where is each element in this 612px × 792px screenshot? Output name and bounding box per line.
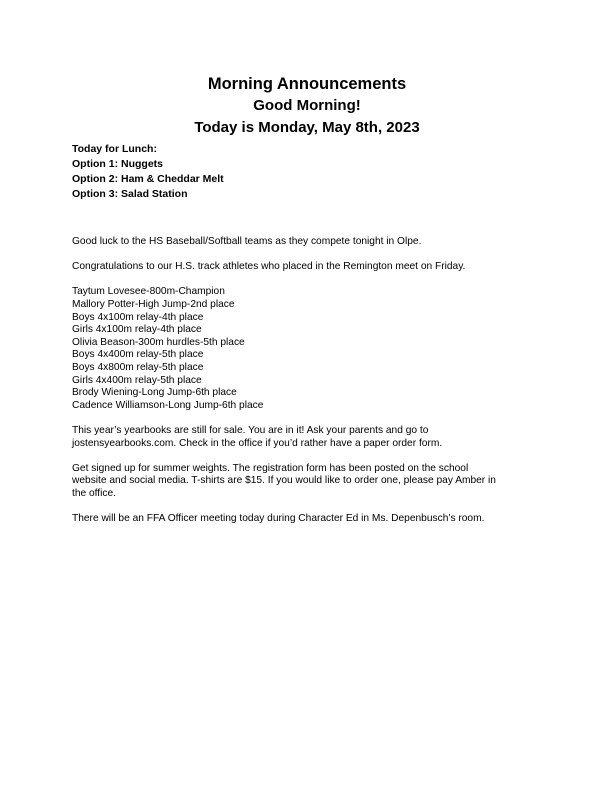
lunch-option-2: Option 2: Ham & Cheddar Melt (72, 173, 224, 185)
track-intro: Congratulations to our H.S. track athletes who placed in the Remington meet on Friday. (72, 261, 466, 273)
greeting: Good Morning! (253, 97, 361, 114)
yearbook-announcement (72, 425, 542, 450)
track-result: Cadence Williamson-Long Jump-6th place (72, 399, 264, 411)
lunch-menu (72, 142, 542, 202)
announcement-document (72, 74, 542, 526)
weights-line: Get signed up for summer weights. The registration form has been posted on the school (72, 462, 469, 474)
yearbook-line: This year’s yearbooks are still for sale. You are in it! Ask your parents and go to (72, 424, 429, 436)
track-result: Olivia Beason-300m hurdles-5th place (72, 336, 245, 348)
track-result: Mallory Potter-High Jump-2nd place (72, 298, 235, 310)
track-result: Boys 4x800m relay-5th place (72, 361, 204, 373)
weights-line: the office. (72, 487, 116, 499)
track-result: Girls 4x400m relay-5th place (72, 374, 202, 386)
lunch-option-3: Option 3: Salad Station (72, 188, 188, 200)
track-result: Girls 4x100m relay-4th place (72, 324, 202, 336)
announcements-body (72, 236, 542, 526)
weights-line: website and social media. T-shirts are $15. If you would like to order one, please pay Amber in (72, 475, 496, 487)
track-result: Boys 4x400m relay-5th place (72, 349, 204, 361)
baseball-announcement: Good luck to the HS Baseball/Softball teams as they compete tonight in Olpe. (72, 236, 422, 247)
track-result: Boys 4x100m relay-4th place (72, 311, 204, 323)
date-line: Today is Monday, May 8th, 2023 (194, 119, 420, 136)
lunch-heading: Today for Lunch: (72, 143, 157, 155)
track-result: Taytum Lovesee-800m-Champion (72, 286, 225, 298)
track-results-list (72, 286, 542, 412)
ffa-announcement: There will be an FFA Officer meeting today during Character Ed in Ms. Depenbusch’s room. (72, 513, 485, 525)
track-result: Brody Wiening-Long Jump-6th place (72, 387, 237, 399)
document-title: Morning Announcements (207, 75, 407, 93)
yearbook-line: jostensyearbooks.com. Check in the office if you’d rather have a paper order form. (72, 437, 443, 449)
lunch-option-1: Option 1: Nuggets (72, 158, 163, 170)
summer-weights-announcement (72, 463, 542, 501)
